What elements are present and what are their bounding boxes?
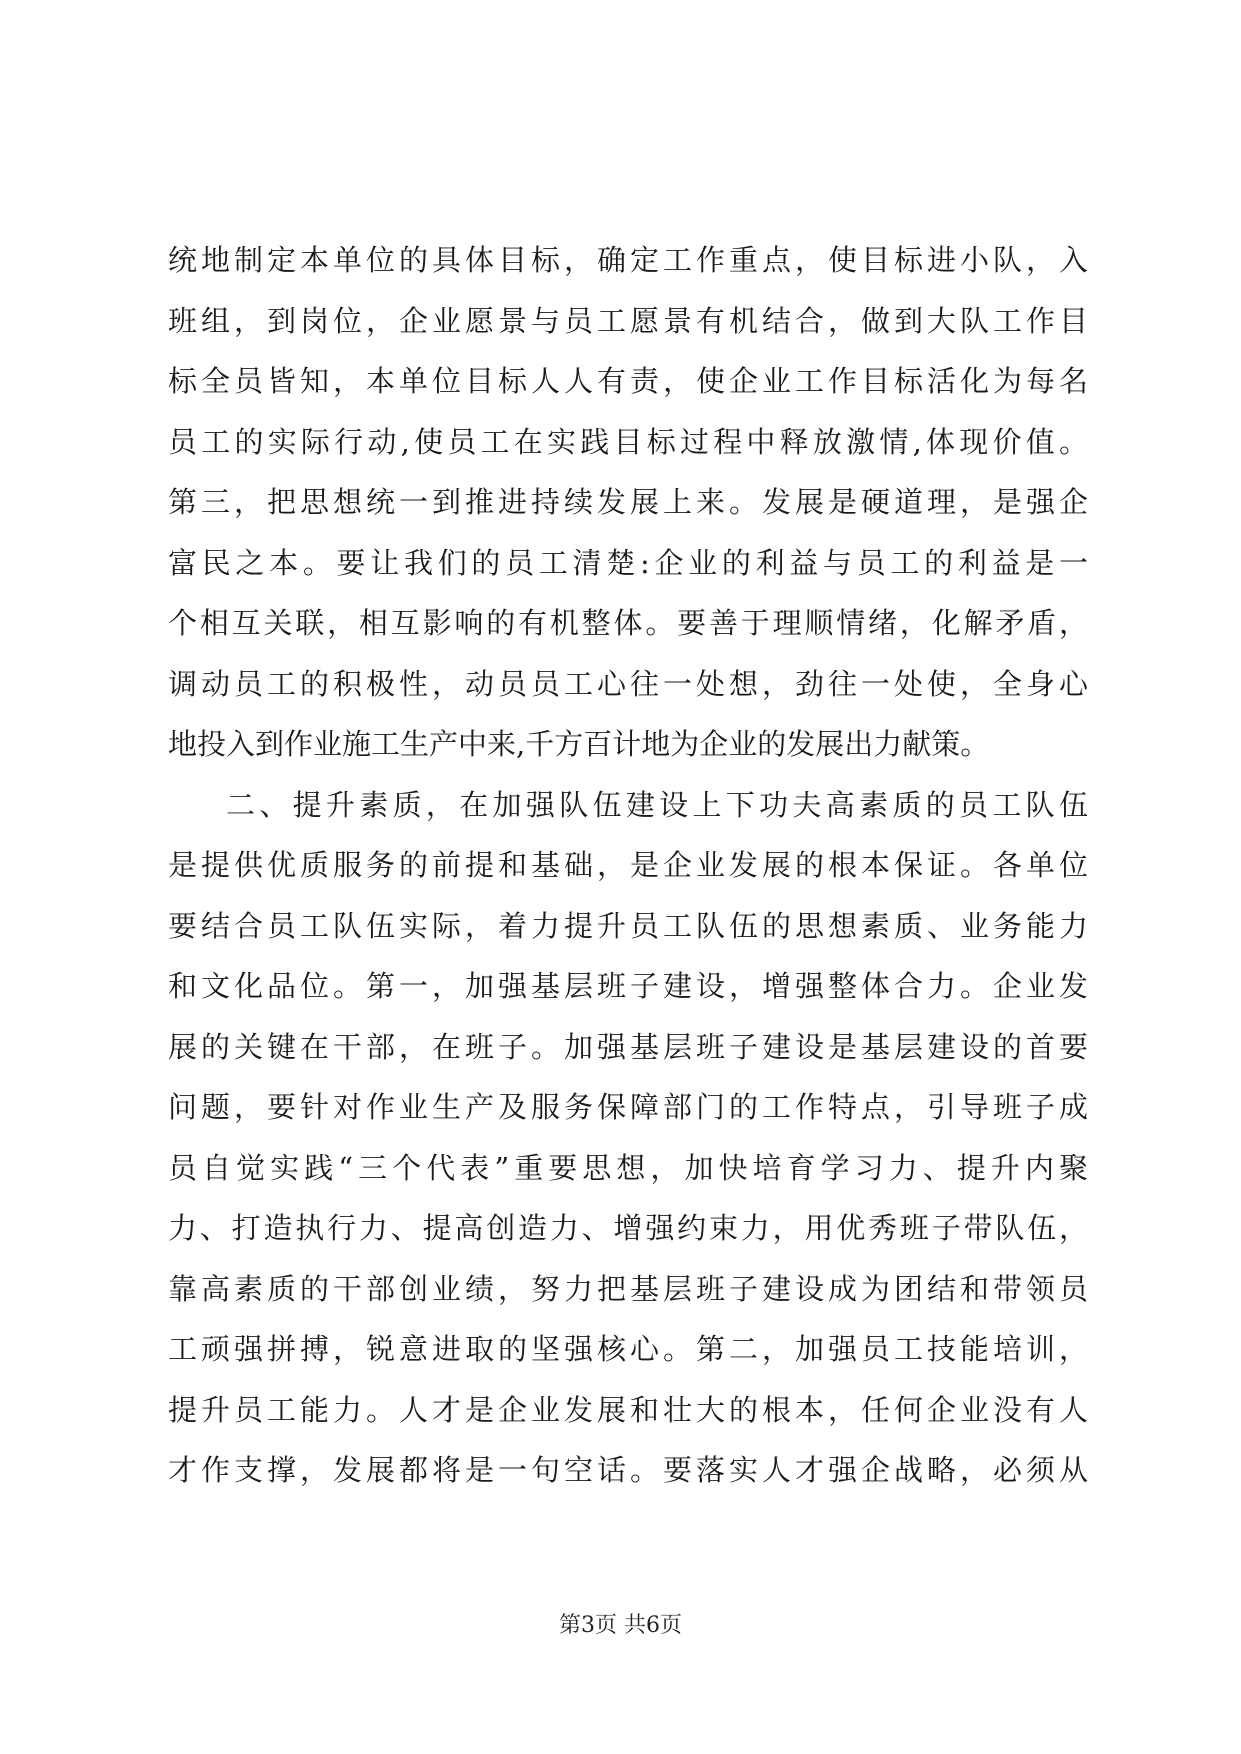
body-text (168, 230, 1088, 1501)
text-line-2: 班组，到岗位，企业愿景与员工愿景有机结合，做到大队工作目 (168, 303, 1088, 338)
text-line-8: 调动员工的积极性，动员员工心往一处想，劲往一处使，全身心 (168, 666, 1088, 701)
text-line-13: 和文化品位。第一，加强基层班子建设，增强整体合力。企业发 (168, 969, 1088, 1003)
text-line-11: 是提供优质服务的前提和基础，是企业发展的根本保证。各单位 (168, 848, 1088, 882)
text-line-20: 提升员工能力。人才是企业发展和壮大的根本，任何企业没有人 (168, 1392, 1088, 1427)
section-heading-line: 二、提升素质，在加强队伍建设上下功夫高素质的员工队伍 (226, 787, 1088, 822)
text-line-18: 靠高素质的干部创业绩，努力把基层班子建设成为团结和带领员 (168, 1271, 1088, 1306)
text-line-21: 才作支撑，发展都将是一句空话。要落实人才强企战略，必须从 (168, 1453, 1088, 1487)
text-line-1: 统地制定本单位的具体目标，确定工作重点，使目标进小队，入 (168, 243, 1088, 277)
text-line-5: 第三，把思想统一到推进持续发展上来。发展是硬道理，是强企 (168, 485, 1088, 519)
text-line-6: 富民之本。要让我们的员工清楚:企业的利益与员工的利益是一 (168, 545, 1088, 580)
text-line-12: 要结合员工队伍实际，着力提升员工队伍的思想素质、业务能力 (168, 908, 1088, 943)
text-line-17: 力、打造执行力、提高创造力、增强约束力，用优秀班子带队伍， (168, 1211, 1088, 1245)
text-line-4: 员工的实际行动,使员工在实践目标过程中释放激情,体现价值。 (168, 424, 1088, 459)
text-line-19: 工顽强拼搏，锐意进取的坚强核心。第二，加强员工技能培训， (168, 1332, 1088, 1366)
text-line-7: 个相互关联，相互影响的有机整体。要善于理顺情绪，化解矛盾， (168, 606, 1088, 640)
text-line-14: 展的关键在干部，在班子。加强基层班子建设是基层建设的首要 (168, 1029, 1088, 1064)
page-number-footer: 第3页 共6页 (559, 1613, 682, 1638)
text-line-9: 地投入到作业施工生产中来,千方百计地为企业的发展出力献策。 (168, 727, 990, 761)
text-line-16: 员自觉实践“三个代表”重要思想，加快培育学习力、提升内聚 (168, 1150, 1088, 1185)
text-line-15: 问题，要针对作业生产及服务保障部门的工作特点，引导班子成 (168, 1090, 1088, 1124)
text-line-3: 标全员皆知，本单位目标人人有责，使企业工作目标活化为每名 (168, 364, 1088, 398)
